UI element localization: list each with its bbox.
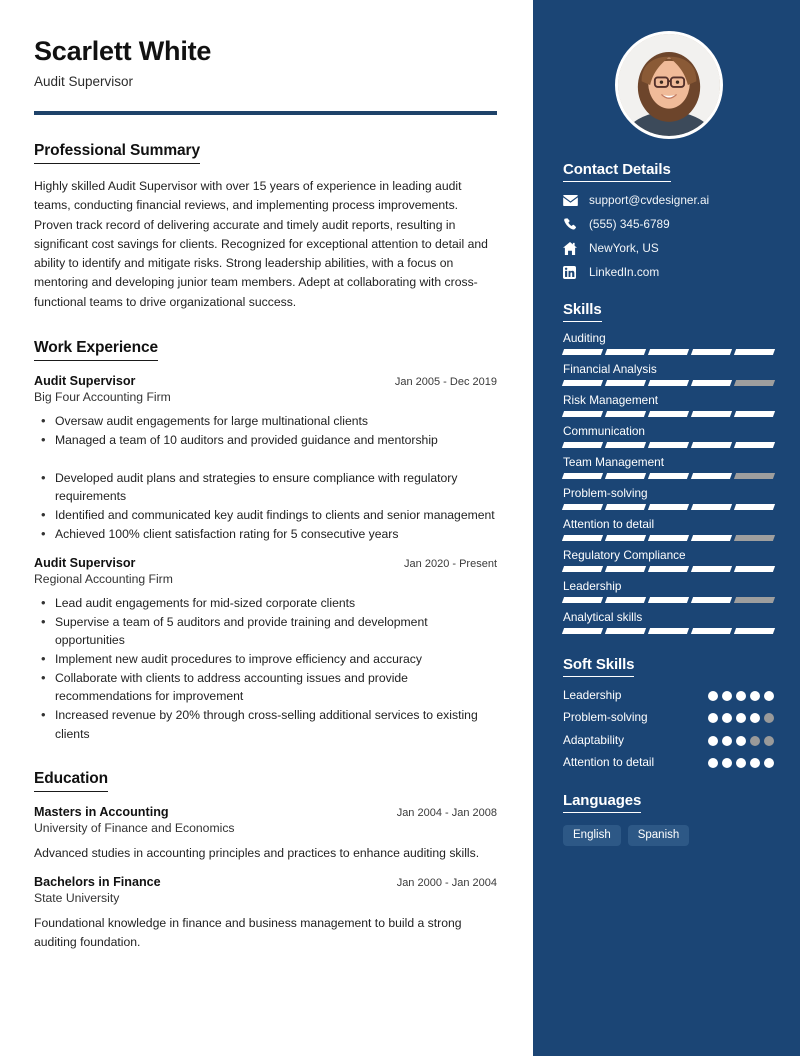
skill-segment: [648, 411, 689, 417]
rating-dot: [722, 758, 732, 768]
skill-segment: [648, 442, 689, 448]
section-heading-education: Education: [34, 770, 108, 792]
soft-skill-row: [563, 755, 774, 770]
section-heading-languages: Languages: [563, 792, 641, 813]
skill-segment: [734, 349, 775, 355]
skill-level-bar: [563, 411, 774, 417]
work-entry-header: [34, 374, 497, 388]
skill-segment: [605, 349, 646, 355]
contact-row[interactable]: [563, 241, 774, 255]
contact-text: NewYork, US: [589, 241, 659, 255]
skill-segment: [691, 380, 732, 386]
bullet-group-gap: [34, 450, 497, 461]
rating-dot: [708, 713, 718, 723]
skill-item: [563, 579, 774, 603]
skill-segment: [562, 566, 603, 572]
soft-skill-rating: [708, 710, 774, 723]
soft-skill-row: [563, 733, 774, 748]
section-education: [34, 770, 497, 953]
skill-name: Financial Analysis: [563, 362, 657, 376]
skill-segment: [648, 628, 689, 634]
skill-level-bar: [563, 442, 774, 448]
soft-skill-name: Leadership: [563, 688, 622, 702]
skill-segment: [734, 535, 775, 541]
skill-item: [563, 610, 774, 634]
avatar-wrap: [563, 0, 774, 139]
skill-item: [563, 455, 774, 479]
skill-level-bar: [563, 566, 774, 572]
skill-segment: [691, 597, 732, 603]
soft-skill-name: Adaptability: [563, 732, 624, 747]
education-date: Jan 2004 - Jan 2008: [396, 806, 497, 819]
skill-segment: [648, 597, 689, 603]
soft-skill-rating: [708, 733, 774, 746]
education-school: State University: [34, 891, 120, 906]
phone-icon: [563, 217, 580, 231]
section-heading-work: Work Experience: [34, 339, 158, 361]
skill-segment: [691, 349, 732, 355]
skill-segment: [605, 473, 646, 479]
bullet-item: • Implement new audit procedures to improve efficiency and accuracy: [34, 650, 497, 668]
work-entry-list: [34, 374, 497, 743]
section-heading-summary: Professional Summary: [34, 142, 200, 164]
skill-segment: [605, 442, 646, 448]
skill-item: [563, 331, 774, 355]
skill-segment: [734, 504, 775, 510]
work-entry: [34, 556, 497, 742]
soft-skill-rating: [708, 688, 774, 701]
skill-segment: [562, 628, 603, 634]
contact-row[interactable]: [563, 193, 774, 207]
skill-segment: [562, 504, 603, 510]
skill-segment: [648, 535, 689, 541]
rating-dot: [750, 758, 760, 768]
skill-segment: [691, 566, 732, 572]
skill-level-bar: [563, 628, 774, 634]
skill-segment: [734, 566, 775, 572]
contact-row[interactable]: [563, 265, 774, 279]
skill-segment: [691, 504, 732, 510]
language-pill[interactable]: Spanish: [628, 825, 690, 846]
education-entry: [34, 805, 497, 863]
skill-segment: [605, 380, 646, 386]
linkedin-icon: [563, 265, 580, 279]
skill-item: [563, 486, 774, 510]
skills-list: [563, 331, 774, 634]
education-school: University of Finance and Economics: [34, 820, 235, 835]
skill-segment: [734, 380, 775, 386]
work-entry-role: Audit Supervisor: [34, 373, 136, 388]
skill-item: [563, 517, 774, 541]
soft-skill-row: [563, 710, 774, 725]
rating-dot: [764, 713, 774, 723]
avatar: [615, 31, 723, 139]
education-description: Foundational knowledge in finance and business management to build a strong auditing foundation.: [34, 916, 462, 950]
skill-segment: [734, 442, 775, 448]
skill-item: [563, 393, 774, 417]
avatar-portrait-icon: [618, 34, 720, 136]
bullet-item: • Achieved 100% client satisfaction rating for 5 consecutive years: [34, 525, 497, 543]
skill-level-bar: [563, 597, 774, 603]
skill-segment: [605, 566, 646, 572]
rating-dot: [764, 691, 774, 701]
contact-list: [563, 193, 774, 279]
section-skills: [563, 301, 774, 634]
skill-name: Auditing: [563, 331, 606, 345]
summary-text: Highly skilled Audit Supervisor with over 15 years of experience in leading audit teams, conducting financial reviews, and implementing process improvements. Proven track record of delivering accurate and timely audit reports, resulting in significant cost savings for clients. Recognized for exceptional attention to detail and ability to identify and mitigate risks. Strong leadership abilities, with a focus on mentoring and developing junior team members. Adept at collaborating with cross-functional teams to drive organizational success.: [34, 179, 488, 309]
section-work-experience: [34, 339, 497, 743]
skill-segment: [648, 566, 689, 572]
skill-segment: [562, 535, 603, 541]
language-pill[interactable]: English: [563, 825, 621, 846]
home-icon: [563, 241, 580, 255]
soft-skills-list: [563, 688, 774, 770]
rating-dot: [736, 691, 746, 701]
skill-level-bar: [563, 535, 774, 541]
skill-name: Communication: [563, 424, 645, 438]
rating-dot: [722, 713, 732, 723]
education-description: Advanced studies in accounting principles and practices to enhance auditing skills.: [34, 845, 480, 860]
skill-item: [563, 362, 774, 386]
work-entry: [34, 374, 497, 543]
bullet-item: • Oversaw audit engagements for large multinational clients: [34, 412, 497, 430]
work-entry-organization: Regional Accounting Firm: [34, 572, 173, 587]
skill-segment: [691, 411, 732, 417]
section-contact-details: [563, 161, 774, 279]
skill-segment: [648, 349, 689, 355]
rating-dot: [750, 713, 760, 723]
rating-dot: [764, 736, 774, 746]
skill-name: Leadership: [563, 579, 622, 593]
soft-skill-row: [563, 688, 774, 703]
education-entry: [34, 875, 497, 952]
section-soft-skills: [563, 656, 774, 770]
contact-text: support@cvdesigner.ai: [589, 193, 710, 207]
bullet-item: • Supervise a team of 5 auditors and provide training and development opportunities: [34, 613, 497, 649]
rating-dot: [722, 736, 732, 746]
skill-segment: [734, 473, 775, 479]
skill-segment: [605, 535, 646, 541]
work-entry-organization: Big Four Accounting Firm: [34, 389, 171, 404]
education-entry-header: [34, 875, 497, 889]
bullet-item: • Managed a team of 10 auditors and provided guidance and mentorship: [34, 431, 497, 449]
skill-level-bar: [563, 380, 774, 386]
rating-dot: [708, 691, 718, 701]
education-degree: Masters in Accounting: [34, 804, 169, 819]
skill-segment: [691, 535, 732, 541]
skill-level-bar: [563, 349, 774, 355]
skill-segment: [562, 349, 603, 355]
section-heading-skills: Skills: [563, 301, 602, 322]
skill-segment: [734, 597, 775, 603]
rating-dot: [708, 736, 718, 746]
rating-dot: [736, 736, 746, 746]
bullet-list: [34, 469, 497, 543]
skill-segment: [605, 597, 646, 603]
skill-item: [563, 424, 774, 448]
work-entry-role: Audit Supervisor: [34, 556, 136, 571]
skill-segment: [605, 504, 646, 510]
skill-item: [563, 548, 774, 572]
education-entry-list: [34, 805, 497, 953]
page-title: Scarlett White: [34, 36, 212, 66]
soft-skill-name: Problem-solving: [563, 710, 648, 725]
work-entry-date: Jan 2005 - Dec 2019: [394, 375, 497, 388]
education-date: Jan 2000 - Jan 2004: [396, 877, 497, 890]
skill-segment: [648, 380, 689, 386]
skill-segment: [562, 597, 603, 603]
skill-segment: [562, 380, 603, 386]
education-degree: Bachelors in Finance: [34, 875, 161, 890]
languages-list: [563, 825, 774, 846]
skill-segment: [691, 628, 732, 634]
rating-dot: [736, 713, 746, 723]
contact-row[interactable]: [563, 217, 774, 231]
skill-level-bar: [563, 504, 774, 510]
skill-name: Problem-solving: [563, 486, 648, 500]
bullet-list: [34, 412, 497, 449]
rating-dot: [750, 736, 760, 746]
soft-skill-rating: [708, 755, 774, 768]
rating-dot: [708, 758, 718, 768]
work-entry-date: Jan 2020 - Present: [404, 558, 497, 571]
section-languages: [563, 792, 774, 846]
contact-text: LinkedIn.com: [589, 265, 660, 279]
skill-segment: [691, 473, 732, 479]
envelope-icon: [563, 193, 580, 207]
bullet-item: • Increased revenue by 20% through cross-selling additional services to existing clients: [34, 706, 497, 742]
skill-segment: [734, 411, 775, 417]
bullet-list: [34, 594, 497, 742]
skill-level-bar: [563, 473, 774, 479]
bullet-item: • Identified and communicated key audit findings to clients and senior management: [34, 506, 497, 524]
rating-dot: [750, 691, 760, 701]
section-heading-soft-skills: Soft Skills: [563, 656, 634, 677]
contact-text: (555) 345-6789: [589, 217, 670, 231]
skill-segment: [648, 504, 689, 510]
skill-segment: [691, 442, 732, 448]
skill-segment: [734, 628, 775, 634]
skill-segment: [648, 473, 689, 479]
header-divider: [34, 111, 497, 115]
skill-segment: [562, 411, 603, 417]
section-professional-summary: [34, 142, 497, 312]
section-heading-contact: Contact Details: [563, 161, 671, 182]
skill-segment: [605, 411, 646, 417]
soft-skill-name: Attention to detail: [563, 754, 655, 769]
rating-dot: [764, 758, 774, 768]
bullet-item: • Lead audit engagements for mid-sized corporate clients: [34, 594, 497, 612]
skill-segment: [605, 628, 646, 634]
bullet-item: • Collaborate with clients to address accounting issues and provide recommendations for improvement: [34, 669, 497, 705]
skill-segment: [562, 442, 603, 448]
sidebar: [533, 0, 800, 1056]
skill-name: Team Management: [563, 455, 664, 469]
work-entry-header: [34, 556, 497, 570]
skill-name: Analytical skills: [563, 610, 643, 624]
skill-name: Risk Management: [563, 393, 659, 407]
skill-name: Attention to detail: [563, 517, 655, 531]
skill-name: Regulatory Compliance: [563, 548, 686, 562]
rating-dot: [736, 758, 746, 768]
education-entry-header: [34, 805, 497, 819]
skill-segment: [562, 473, 603, 479]
rating-dot: [722, 691, 732, 701]
bullet-item: • Developed audit plans and strategies to ensure compliance with regulatory requirements: [34, 469, 497, 505]
job-title: Audit Supervisor: [34, 74, 134, 90]
